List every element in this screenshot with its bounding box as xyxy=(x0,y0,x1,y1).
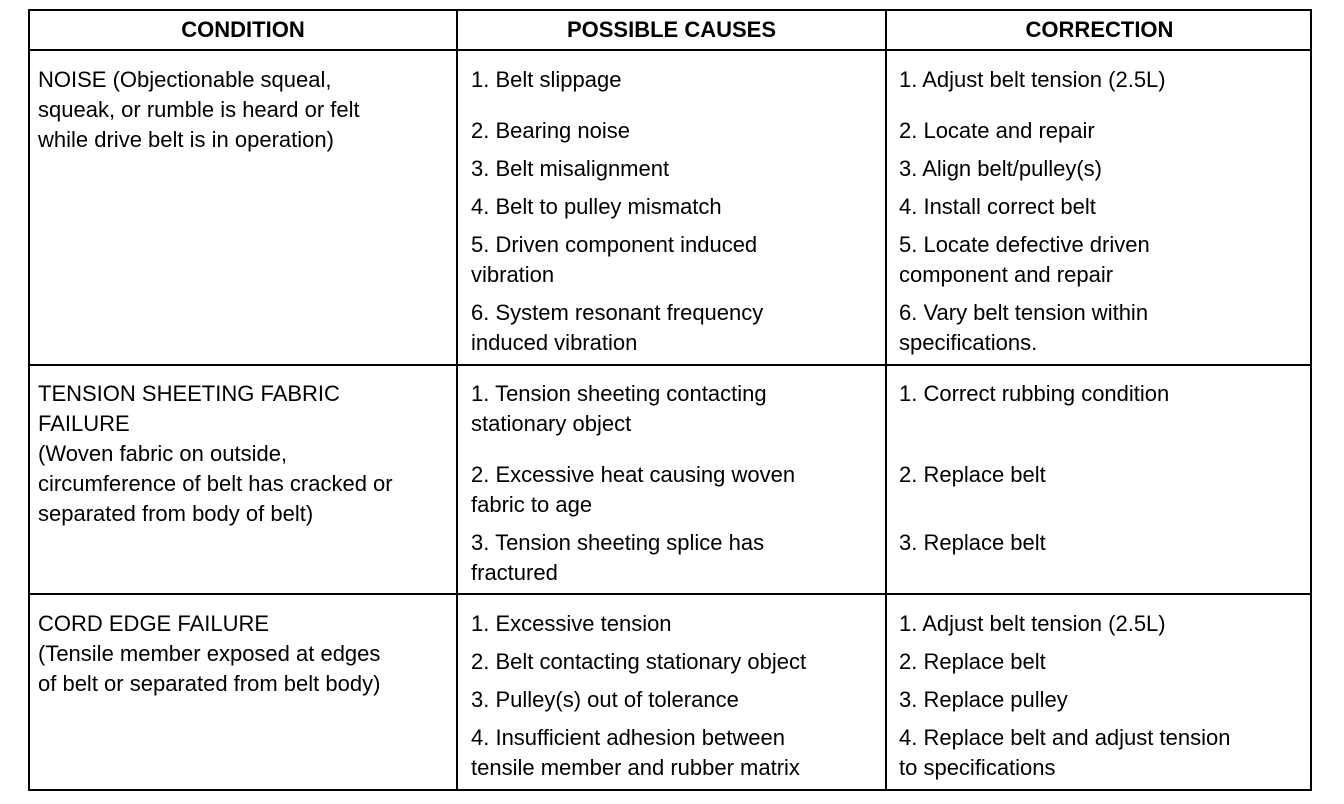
cause-line: 3. Tension sheeting splice has xyxy=(471,530,765,555)
cause-item xyxy=(471,298,763,358)
correction-line: 5. Locate defective driven xyxy=(899,232,1150,257)
cause-item xyxy=(471,609,672,639)
condition-line: FAILURE xyxy=(38,411,130,436)
cause-line: fractured xyxy=(471,560,558,585)
condition-line: circumference of belt has cracked or xyxy=(38,471,393,496)
condition-line: (Woven fabric on outside, xyxy=(38,441,288,466)
cause-line: induced vibration xyxy=(471,330,638,355)
cause-item xyxy=(471,65,621,95)
cause-line: 1. Belt slippage xyxy=(471,67,622,92)
cause-line: stationary object xyxy=(471,411,632,436)
correction-line: component and repair xyxy=(899,262,1114,287)
cause-line: tensile member and rubber matrix xyxy=(471,755,800,780)
cause-line: 4. Insufficient adhesion between xyxy=(471,725,785,750)
cause-line: 1. Excessive tension xyxy=(471,611,672,636)
row-divider xyxy=(30,364,1310,366)
correction-item xyxy=(899,154,1102,184)
condition-cell xyxy=(38,65,360,155)
correction-line: 2. Locate and repair xyxy=(899,118,1095,143)
cause-line: vibration xyxy=(471,262,555,287)
correction-line: 3. Replace belt xyxy=(899,530,1046,555)
correction-item xyxy=(899,609,1166,639)
cause-item xyxy=(471,685,739,715)
condition-line: separated from body of belt) xyxy=(38,501,314,526)
correction-line: 4. Install correct belt xyxy=(899,194,1096,219)
condition-line: (Tensile member exposed at edges xyxy=(38,641,381,666)
cause-item xyxy=(471,230,757,290)
correction-item xyxy=(899,65,1166,95)
cause-item xyxy=(471,723,800,783)
correction-line: 2. Replace belt xyxy=(899,649,1046,674)
condition-line: TENSION SHEETING FABRIC xyxy=(38,381,340,406)
correction-line: 4. Replace belt and adjust tension xyxy=(899,725,1231,750)
correction-line: 1. Correct rubbing condition xyxy=(899,381,1170,406)
cause-line: 4. Belt to pulley mismatch xyxy=(471,194,722,219)
correction-item xyxy=(899,723,1230,783)
cause-item xyxy=(471,647,806,677)
correction-line: to specifications xyxy=(899,755,1056,780)
correction-line: specifications. xyxy=(899,330,1038,355)
header-divider xyxy=(30,49,1310,51)
correction-item xyxy=(899,230,1150,290)
correction-item xyxy=(899,528,1046,558)
condition-line: squeak, or rumble is heard or felt xyxy=(38,97,360,122)
header-condition: CONDITION xyxy=(181,17,305,42)
correction-item xyxy=(899,298,1148,358)
condition-cell xyxy=(38,379,393,529)
condition-line: while drive belt is in operation) xyxy=(38,127,334,152)
correction-line: 3. Replace pulley xyxy=(899,687,1068,712)
cause-item xyxy=(471,460,795,520)
cause-line: 5. Driven component induced xyxy=(471,232,758,257)
correction-line: 6. Vary belt tension within xyxy=(899,300,1149,325)
condition-cell xyxy=(38,609,380,699)
cause-item xyxy=(471,192,722,222)
diagnosis-table xyxy=(28,9,1312,791)
condition-line: CORD EDGE FAILURE xyxy=(38,611,270,636)
correction-line: 2. Replace belt xyxy=(899,462,1046,487)
condition-line: of belt or separated from belt body) xyxy=(38,671,381,696)
correction-item xyxy=(899,116,1095,146)
cause-line: 2. Bearing noise xyxy=(471,118,630,143)
cause-item xyxy=(471,116,630,146)
correction-line: 1. Adjust belt tension (2.5L) xyxy=(899,611,1166,636)
cause-item xyxy=(471,528,764,588)
cause-line: 3. Pulley(s) out of tolerance xyxy=(471,687,739,712)
header-correction: CORRECTION xyxy=(1025,17,1174,42)
cause-line: 1. Tension sheeting contacting xyxy=(471,381,767,406)
correction-item xyxy=(899,647,1046,677)
column-divider xyxy=(456,11,458,789)
cause-item xyxy=(471,379,767,439)
cause-line: 2. Belt contacting stationary object xyxy=(471,649,807,674)
header-possible-causes: POSSIBLE CAUSES xyxy=(566,17,777,42)
cause-line: 3. Belt misalignment xyxy=(471,156,670,181)
correction-item xyxy=(899,192,1096,222)
column-divider xyxy=(885,11,887,789)
row-divider xyxy=(30,593,1310,595)
cause-line: fabric to age xyxy=(471,492,593,517)
cause-line: 6. System resonant frequency xyxy=(471,300,764,325)
cause-line: 2. Excessive heat causing woven xyxy=(471,462,796,487)
cause-item xyxy=(471,154,669,184)
condition-line: NOISE (Objectionable squeal, xyxy=(38,67,332,92)
correction-line: 1. Adjust belt tension (2.5L) xyxy=(899,67,1166,92)
correction-item xyxy=(899,460,1046,490)
correction-line: 3. Align belt/pulley(s) xyxy=(899,156,1102,181)
correction-item xyxy=(899,379,1169,409)
correction-item xyxy=(899,685,1068,715)
